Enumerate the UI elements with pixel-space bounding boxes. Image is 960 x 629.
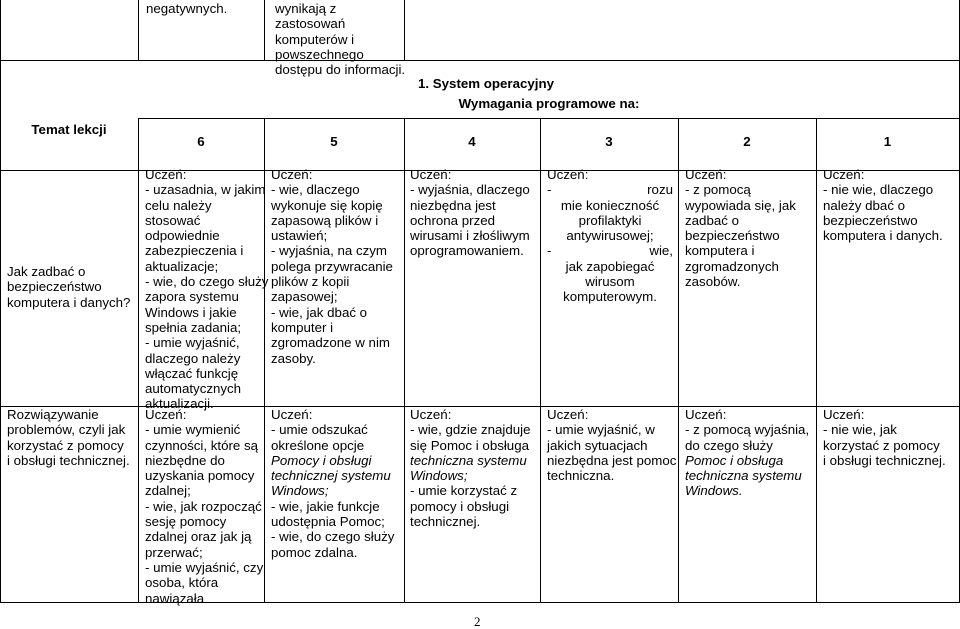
cell-line: niezbędne do xyxy=(145,452,225,468)
cell-line xyxy=(547,243,673,258)
cell-line: bezpieczeństwo xyxy=(7,279,102,295)
cell-line: włączać funkcję xyxy=(145,365,239,381)
cell-line: zasoby. xyxy=(271,350,316,366)
row1-topic xyxy=(7,264,130,310)
col-border-top-1 xyxy=(138,0,139,61)
cell-line: się Pomoc i obsługa xyxy=(410,437,529,453)
cell-line: problemów, czyli jak xyxy=(7,422,126,438)
cell-line: Jak zadbać o xyxy=(7,264,86,279)
cell-line: technicznej systemu xyxy=(271,468,391,484)
col-border-1 xyxy=(138,118,139,603)
top-cell-1 xyxy=(146,1,227,16)
cell-line: polega przywracanie xyxy=(271,258,393,274)
cell-line: celu należy xyxy=(145,197,212,213)
requirements-label: Wymagania programowe na: xyxy=(458,96,640,111)
cell-line: zadbać o xyxy=(685,212,739,228)
cell-line: niezbędna jest pomoc xyxy=(547,452,677,468)
col-border-top-2 xyxy=(264,0,265,61)
top-cell-1-text: negatywnych. xyxy=(146,1,228,16)
cell-line: spełnia zadania; xyxy=(145,319,242,335)
cell-line: - uzasadnia, w jakim xyxy=(145,182,266,198)
cell-line: zgromadzone w nim xyxy=(271,335,390,351)
cell-line: Uczeń: xyxy=(823,407,865,422)
cell-line: zgromadzonych xyxy=(685,258,779,274)
cell-line: odpowiednie xyxy=(145,228,220,244)
cell-line: wykonuje się kopię xyxy=(271,197,383,213)
cell-line: - wie, jakie funkcje xyxy=(271,498,380,514)
cell-line: komputera i danych? xyxy=(7,294,131,310)
row2-grade5 xyxy=(271,407,394,560)
cell-line: - umie wyjaśnić, xyxy=(145,335,240,351)
cell-line: dostępu do informacji. xyxy=(275,62,406,78)
cell-line: oprogramowaniem. xyxy=(410,243,524,259)
cell-line: wirusami i złośliwym xyxy=(410,228,530,244)
cell-line: - wie, jak rozpocząć xyxy=(145,498,262,514)
cell-line: - wie, dlaczego xyxy=(271,182,360,198)
cell-line: Uczeń: xyxy=(271,407,313,422)
cell-line: profilaktyki xyxy=(578,212,642,228)
cell-line: sesję pomocy xyxy=(145,514,227,530)
cell-line: czynności, które są xyxy=(145,437,259,453)
cell-line: - wie, gdzie znajduje xyxy=(410,422,531,438)
cell-line: komputerowym. xyxy=(563,289,657,305)
cell-line: zasobów. xyxy=(685,274,741,290)
cell-line: komputera i danych. xyxy=(823,228,943,244)
cell-line: zapasową plików i xyxy=(271,212,379,228)
cell-line: niezbędna jest xyxy=(410,197,496,213)
row1-grade3 xyxy=(547,167,673,305)
cell-line: techniczna systemu xyxy=(685,468,802,484)
cell-line: - wie, do czego służy xyxy=(271,529,395,545)
cell-line: określone opcje xyxy=(271,437,365,453)
cell-line: uzyskania pomocy xyxy=(145,468,255,484)
row2-grade4 xyxy=(410,407,530,529)
cell-line: wynikają z xyxy=(275,1,337,16)
cell-line: komputer i xyxy=(271,319,334,335)
line-end: rozu xyxy=(647,182,673,198)
cell-line: osoba, która xyxy=(145,575,219,591)
cell-line: Uczeń: xyxy=(410,167,452,182)
grade-6-header: 6 xyxy=(197,134,205,149)
cell-line: zastosowań xyxy=(275,16,346,32)
cell-line: Uczeń: xyxy=(410,407,452,422)
page-number: 2 xyxy=(474,614,481,629)
cell-line: - umie wyjaśnić, czy xyxy=(145,559,264,575)
row2-grade6 xyxy=(145,407,263,606)
cell-line: dlaczego należy xyxy=(145,350,241,366)
line-end: wie, xyxy=(649,243,673,259)
cell-line: Uczeń: xyxy=(145,407,187,422)
cell-line: wirusom xyxy=(585,274,635,290)
cell-line: antywirusowej; xyxy=(566,228,654,244)
row2-topic xyxy=(7,407,130,468)
cell-line: wypowiada się, jak xyxy=(685,197,796,213)
cell-line: nawiązała xyxy=(145,590,205,606)
cell-line: - umie odszukać xyxy=(271,422,368,438)
col-border-5 xyxy=(678,118,679,603)
topic-header: Temat lekcji xyxy=(31,122,107,137)
col-border-3 xyxy=(404,118,405,603)
cell-line: korzystać z pomocy xyxy=(823,437,940,453)
cell-line: - wie, do czego służy xyxy=(145,274,269,290)
col-border-left xyxy=(0,0,1,603)
cell-line xyxy=(547,182,673,197)
cell-line: zdalnej oraz jak ją xyxy=(145,529,252,545)
cell-line: Windows; xyxy=(271,483,329,499)
row2-grade2 xyxy=(685,407,809,499)
cell-line: komputerów i xyxy=(275,31,355,47)
cell-line: i obsługi technicznej. xyxy=(7,452,130,468)
cell-line: zdalnej; xyxy=(145,483,191,499)
cell-line: Uczeń: xyxy=(685,407,727,422)
cell-line: Windows i jakie xyxy=(145,304,237,320)
cell-line: - wyjaśnia, dlaczego xyxy=(410,182,530,198)
cell-line: Uczeń: xyxy=(547,407,589,422)
row1-grade1 xyxy=(823,167,943,243)
cell-line: technicznej. xyxy=(410,514,481,530)
col-border-6 xyxy=(816,118,817,603)
cell-line: jakich sytuacjach xyxy=(547,437,648,453)
row2-grade1 xyxy=(823,407,946,468)
cell-line: należy dbać o xyxy=(823,197,906,213)
cell-line: mie konieczność xyxy=(560,197,660,213)
cell-line: techniczna. xyxy=(547,468,615,484)
row-separator-grades xyxy=(138,118,960,119)
section-title: 1. System operacyjny xyxy=(418,76,554,91)
cell-line: Uczeń: xyxy=(271,167,313,182)
col-border-4 xyxy=(540,118,541,603)
grade-3-header: 3 xyxy=(605,134,613,149)
top-cell-2 xyxy=(275,1,405,77)
cell-line: komputera i xyxy=(685,243,755,259)
cell-line: jak zapobiegać xyxy=(565,258,655,274)
cell-line: aktualizacje; xyxy=(145,258,219,274)
cell-line: techniczna systemu xyxy=(410,452,527,468)
cell-line: udostępnia Pomoc; xyxy=(271,514,385,530)
cell-line: pomoc zdalna. xyxy=(271,544,358,560)
cell-line: Uczeń: xyxy=(145,167,187,182)
cell-line: - z pomocą wyjaśnia, xyxy=(685,422,810,438)
cell-line: - umie korzystać z xyxy=(410,483,518,499)
cell-line: automatycznych xyxy=(145,381,242,397)
grade-5-header: 5 xyxy=(330,134,338,149)
cell-line: korzystać z pomocy xyxy=(7,437,124,453)
cell-line: - z pomocą xyxy=(685,182,751,198)
cell-line: bezpieczeństwo xyxy=(823,212,918,228)
cell-line: - nie wie, dlaczego xyxy=(823,182,934,198)
cell-line: przerwać; xyxy=(145,544,203,560)
dash: - xyxy=(547,182,552,198)
cell-line: zapasowej; xyxy=(271,289,338,305)
grade-1-header: 1 xyxy=(883,134,892,149)
grade-2-header: 2 xyxy=(743,134,751,149)
cell-line: ochrona przed xyxy=(410,212,496,228)
cell-line: powszechnego xyxy=(275,46,364,62)
row1-grade2 xyxy=(685,167,796,289)
cell-line: aktualizacji. xyxy=(145,396,214,412)
cell-line: - wyjaśnia, na czym xyxy=(271,243,388,259)
cell-line: stosować xyxy=(145,212,201,228)
cell-line: - wie, jak dbać o xyxy=(271,304,368,320)
row1-grade5 xyxy=(271,167,393,366)
cell-line: do czego służy xyxy=(685,437,773,453)
cell-line: Rozwiązywanie xyxy=(7,407,99,422)
cell-line: zabezpieczenia i xyxy=(145,243,244,259)
dash: - xyxy=(547,243,552,259)
row-separator-header-top xyxy=(0,60,960,61)
grade-4-header: 4 xyxy=(468,134,476,149)
cell-line: ustawień; xyxy=(271,228,328,244)
cell-line: i obsługi technicznej. xyxy=(823,452,946,468)
cell-line: Uczeń: xyxy=(685,167,727,182)
cell-line: Windows; xyxy=(410,468,468,484)
cell-line: plików z kopii xyxy=(271,274,350,290)
cell-line: Uczeń: xyxy=(547,167,589,182)
cell-line: - umie wymienić xyxy=(145,422,241,438)
cell-line: pomocy i obsługi xyxy=(410,498,510,514)
cell-line: - nie wie, jak xyxy=(823,422,897,438)
row1-grade4 xyxy=(410,167,530,259)
cell-line: Pomocy i obsługi xyxy=(271,452,372,468)
cell-line: Uczeń: xyxy=(823,167,865,182)
cell-line: Pomoc i obsługa xyxy=(685,452,784,468)
cell-line: zapora systemu xyxy=(145,289,239,305)
row1-grade6 xyxy=(145,167,268,412)
cell-line: bezpieczeństwo xyxy=(685,228,780,244)
cell-line: - umie wyjaśnić, w xyxy=(547,422,655,438)
row2-grade3 xyxy=(547,407,676,483)
cell-line: Windows. xyxy=(685,483,743,499)
